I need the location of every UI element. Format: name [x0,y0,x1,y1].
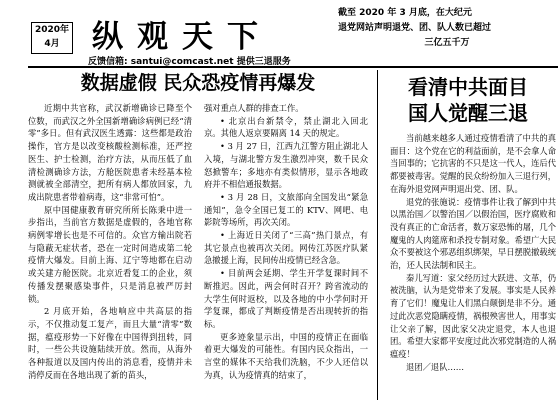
bullet-paragraph: • 3 月 27 日，江西九江警方阻止湖北人入境，与湖北警方发生激烈冲突，数千民众怒掀警车；多地亦有类似情形，显示各地政府并不相信通报数据。 [204,141,368,190]
masthead-divider [28,66,558,68]
paragraph: 近期中共官称，武汉新增确诊已降至个位数，而武汉之外全国新增确诊病例已经“清零”多日。但有武汉医生透露：这些都是政治操作，官方是以改变核酸检测标准，还严控医生、护士检测，治疗方法，从而压低了血清检测确诊方法，方舱医院患者未经基本检测就被全部清空，把所有病人都放回家，九成出院患者带着病毒，这“非常可怕”。 [28,103,192,202]
paragraph: 强对重点人群的排查工作。 [204,103,304,113]
lead-column-1 [28,102,192,381]
masthead [0,0,560,66]
paragraph: 原中国健康教育研究所所长陈秉中进一步指出，当前官方数据是虚假的，各地官称病例零增长也是不可信的。众官方输出院若与隐蔽无症状者，恐在一定时间造成第二轮疫情大爆发。目前上海、辽宁等地都在启动或关建方舱医院。北京近看复工的企业，须传播发摆聚感染事件，只是消息被严厉封锁。 [28,204,192,304]
paragraph: 更多迹象显示出，中国的疫情正在面临着更大爆发的可能性。有国内民众指出，一言堂的媒体不天给我们洗脑，不少人还信以为真，认为疫情真的结束了， [204,331,368,380]
side-headline-line-1: 看清中共面目 [408,75,528,99]
bullet-paragraph: • 北京出台新禁令，禁止湖北入回北京。其他人返京要隔离 14 天的规定。 [204,115,368,139]
paragraph: 当前越来越多人通过疫情看清了中共的真面目：这个党在它的利益面前，是不会拿人命当回事的；它抗害的不只是这一代人，连后代都要被毒害。觉醒的民众纷纷加入三退行列，在海外退党网声明退出党、团、队。 [390,133,556,194]
paragraph: 退党的张施说：疫情事件让我了解到中共以黑治国／以警治国／以假治国，医疗腐败和没有真正的亡命活者，数万家恐怖的屠，几个魔鬼的人肉筵席和杀投专制对象。希望广大民众不要被这个邪恶组织绑架，早日摆脱撤载统治，还人民法制和民主。 [390,196,556,271]
side-headline [378,74,558,126]
stats-line-2: 退党网站声明退党、团、队人数已超过 [338,23,492,33]
bullet-paragraph: • 上海近日关闭了“三高”热门景点，有其它景点也被再次关闭。网传江苏医疗队紧急撤援上海，民间传出疫情已经含急。 [204,230,368,266]
issue-date-box [31,22,73,54]
bullet-paragraph: • 3 月 28 日，文旅部向全国发出“紧急通知”，急令全国已复工的 KTV、网吧、电影院等场所，再次关闭。 [204,191,368,228]
side-article [377,70,558,400]
newspaper-title: 纵观天下 [92,19,272,55]
issue-year: 2020年 [34,25,70,35]
lead-article-columns [28,102,368,381]
lead-article [28,70,368,400]
issue-month: 4月 [44,39,60,49]
paragraph: 秦儿写道：家父经历过大跃进、文革，仍被洗脑，认为是党带来了发展。事实是人民养育了它们！魔鬼让人们黑白颠倒是非不分。通过此次恶党隐瞒疫情，祸根殃害世人，用事实让父亲了解，因此家父决定退党，本人也退团。希望大家都平安度过此次邪党制造的人祸瘟疫！ [390,272,556,359]
lead-column-2 [204,102,368,381]
paragraph: 2 月底开始，各地响应中共高层的指示，不仅推动复工复产，而且大量“清零”数据，瘟疫形势一下好像在中国得到扭转，同时，一些公共设施陆续开放。然而，从海外各种报道以及国内传出的消息看，疫情并未消停反而在各地出现了新的苗头， [28,306,192,380]
stats-line-1: 截至 2020 年 3 月底，在大纪元 [338,8,472,18]
bullet-paragraph: • 目前两会延期、学生开学复课时间不断推迟。因此，两会何时召开？跨省流动的大学生何时返校，以及各地的中小学何时开学复课，都成了判断疫情是否出现转折的指标。 [204,268,368,329]
side-headline-line-2: 国人觉醒三退 [408,101,528,125]
stats-line-3: 三亿五千万 [424,38,470,48]
contact-line: 反馈信箱: santui@comcast.net 提供三退服务 [88,57,291,67]
lead-headline: 数据虚假 民众恐疫情再爆发 [80,72,316,94]
paragraph: 退团／退队…… [406,361,465,372]
quit-party-stats [338,6,556,51]
side-article-body [378,132,558,373]
